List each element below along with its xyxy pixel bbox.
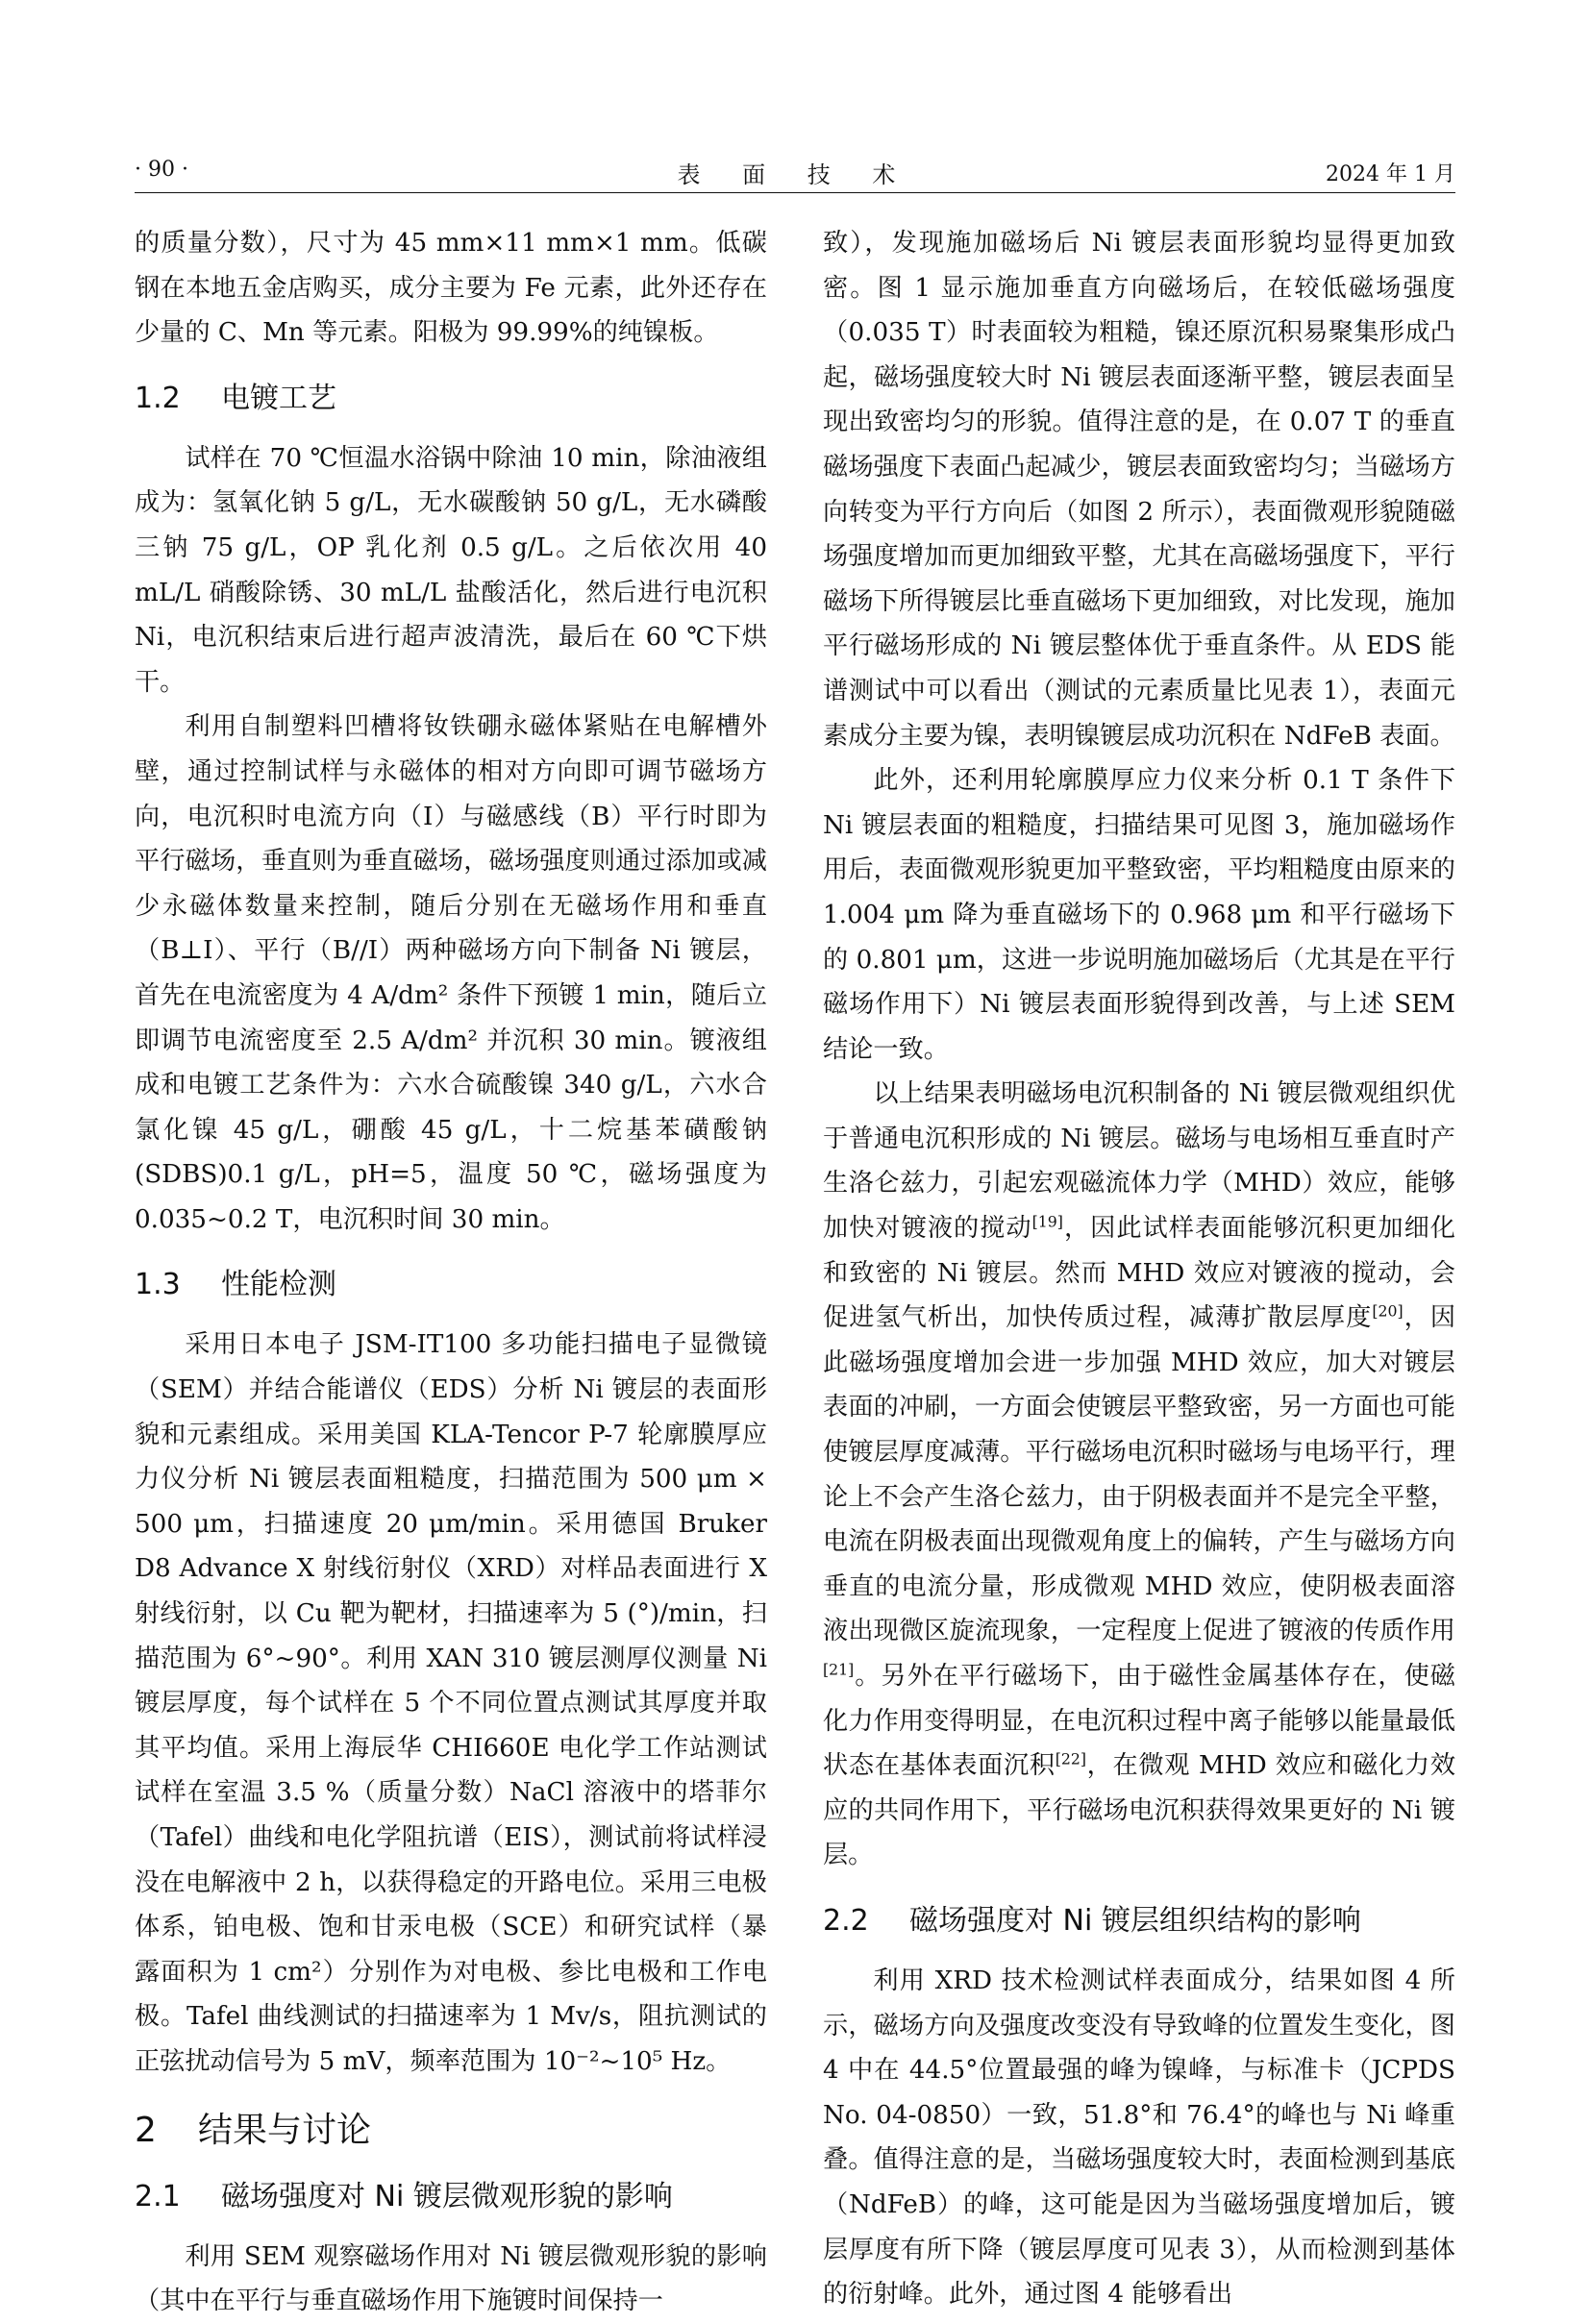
paragraph: 利用 XRD 技术检测试样表面成分，结果如图 4 所示，磁场方向及强度改变没有导致峰的位置发生变化，图 4 中在 44.5°位置最强的峰为镍峰，与标准卡（JCPDS No. 04-0850）一致，51.8°和 76.4°的峰也与 Ni 峰重叠。值得注意的是，当磁场强度较大时，表面检测到基底（NdFeB）的峰，这可能是因为当磁场强度增加后，镀层厚度有所下降（镀层厚度可见表 3），从而检测到基体的衍射峰。此外，通过图 4 能够看出 — [823, 1966, 1455, 2310]
text-run: ，因此磁场强度增加会进一步加强 MHD 效应，加大对镀层表面的冲刷，一方面会使镀层平整致密，另一方面也可能使镀层厚度减薄。平行磁场电沉积时磁场与电场平行，理论上不会产生洛仑兹力，由于阴极表面并不是完全平整，电流在阴极表面出现微观角度上的偏转，产生与磁场方向垂直的电流分量，形成微观 MHD 效应，使阴极表面溶液出现微区旋流现象，一定程度上促进了镀液的传质作用 — [823, 1303, 1456, 1646]
text-run: ，在微观 MHD 效应和磁化力效应的共同作用下，平行磁场电沉积获得效果更好的 Ni 镀层。 — [823, 1751, 1456, 1870]
issue-date: 2024 年 1 月 — [1326, 162, 1455, 186]
page-header — [135, 152, 1455, 190]
section-heading-2-2 — [823, 1899, 1455, 1943]
section-number: 1.2 — [135, 381, 181, 415]
citation-ref: [21] — [823, 1660, 855, 1679]
text-run: 。另外在平行磁场下，由于磁性金属基体存在，使磁化力作用变得明显，在电沉积过程中离子能够以能量最低状态在基体表面沉积 — [823, 1662, 1455, 1781]
paragraph: 的质量分数），尺寸为 45 mm×11 mm×1 mm。低碳钢在本地五金店购买，成分主要为 Fe 元素，此外还存在少量的 C、Mn 等元素。阳极为 99.99%的纯镍板。 — [135, 229, 767, 348]
paragraph: 致），发现施加磁场后 Ni 镀层表面形貌均显得更加致密。图 1 显示施加垂直方向磁场后，在较低磁场强度（0.035 T）时表面较为粗糙，镍还原沉积易聚集形成凸起，磁场强度较大时 Ni 镀层表面逐渐平整，镀层表面呈现出致密均匀的形貌。值得注意的是，在 0.07 T 的垂直磁场强度下表面凸起减少，镀层表面致密均匀；当磁场方向转变为平行方向后（如图 2 所示），表面微观形貌随磁场强度增加而更加细致平整，尤其在高磁场强度下，平行磁场下所得镀层比垂直磁场下更加细致，对比发现，施加平行磁场形成的 Ni 镀层整体优于垂直条件。从 EDS 能谱测试中可以看出（测试的元素质量比见表 1），表面元素成分主要为镍，表明镍镀层成功沉积在 NdFeB 表面。 — [823, 229, 1455, 751]
journal-title: 表 面 技 术 — [677, 161, 913, 188]
section-title: 磁场强度对 Ni 镀层组织结构的影响 — [909, 1903, 1361, 1938]
paragraph: 利用自制塑料凹槽将钕铁硼永磁体紧贴在电解槽外壁，通过控制试样与永磁体的相对方向即可调节磁场方向，电沉积时电流方向（I）与磁感线（B）平行时即为平行磁场，垂直则为垂直磁场，磁场强度则通过添加或减少永磁体数量来控制，随后分别在无磁场作用和垂直（B⊥I）、平行（B//I）两种磁场方向下制备 Ni 镀层，首先在电流密度为 4 A/dm² 条件下预镀 1 min，随后立即调节电流密度至 2.5 A/dm² 并沉积 30 min。镀液组成和电镀工艺条件为：六水合硫酸镍 340 g/L，六水合氯化镍 45 g/L，硼酸 45 g/L，十二烷基苯磺酸钠(SDBS)0.1 g/L，pH=5，温度 50 ℃，磁场强度为 0.035~0.2 T，电沉积时间 30 min。 — [135, 712, 767, 1234]
text-run: ，因此试样表面能够沉积更加细化和致密的 Ni 镀层。然而 MHD 效应对镀液的搅动，会促进氢气析出，加快传质过程，减薄扩散层厚度 — [823, 1214, 1455, 1333]
section-title: 结果与讨论 — [198, 2110, 372, 2150]
left-column — [135, 221, 767, 2324]
paragraph: 采用日本电子 JSM-IT100 多功能扫描电子显微镜（SEM）并结合能谱仪（EDS）分析 Ni 镀层的表面形貌和元素组成。采用美国 KLA-Tencor P-7 轮廓膜厚应力仪分析 Ni 镀层表面粗糙度，扫描范围为 500 μm × 500 μm，扫描速度 20 μm/min。采用德国 Bruker D8 Advance X 射线衍射仪（XRD）对样品表面进行 X 射线衍射，以 Cu 靶为靶材，扫描速率为 5 (°)/min，扫描范围为 6°~90°。利用 XAN 310 镀层测厚仪测量 Ni 镀层厚度，每个试样在 5 个不同位置点测试其厚度并取其平均值。采用上海辰华 CHI660E 电化学工作站测试试样在室温 3.5 %（质量分数）NaCl 溶液中的塔菲尔（Tafel）曲线和电化学阻抗谱（EIS），测试前将试样浸没在电解液中 2 h，以获得稳定的开路电位。采用三电极体系，铂电极、饱和甘汞电极（SCE）和研究试样（暴露面积为 1 cm²）分别作为对电极、参比电极和工作电极。Tafel 曲线测试的扫描速率为 1 Mv/s，阻抗测试的正弦扰动信号为 5 mV，频率范围为 10⁻²~10⁵ Hz。 — [135, 1330, 767, 2076]
section-heading-2 — [135, 2108, 767, 2154]
section-title: 电镀工艺 — [221, 381, 336, 415]
paragraph: 利用 SEM 观察磁场作用对 Ni 镀层微观形貌的影响（其中在平行与垂直磁场作用下施镀时间保持一 — [135, 2241, 767, 2316]
right-column — [823, 221, 1455, 2317]
section-heading-1-2 — [135, 377, 767, 421]
paragraph: 此外，还利用轮廓膜厚应力仪来分析 0.1 T 条件下 Ni 镀层表面的粗糙度，扫描结果可见图 3，施加磁场作用后，表面微观形貌更加平整致密，平均粗糙度由原来的 1.004 μm 降为垂直磁场下的 0.968 μm 和平行磁场下的 0.801 μm，这进一步说明施加磁场后（尤其是在平行磁场作用下）Ni 镀层表面形貌得到改善，与上述 SEM 结论一致。 — [823, 766, 1455, 1064]
section-title: 磁场强度对 Ni 镀层微观形貌的影响 — [221, 2179, 673, 2213]
section-number: 1.3 — [135, 1268, 181, 1302]
text-run: 以上结果表明磁场电沉积制备的 Ni 镀层微观组织优于普通电沉积形成的 Ni 镀层。磁场与电场相互垂直时产生洛仑兹力，引起宏观磁流体力学（MHD）效应，能够加快对镀液的搅动 — [823, 1079, 1455, 1244]
paragraph — [823, 1072, 1455, 1878]
page-number: · 90 · — [135, 158, 188, 182]
section-number: 2.1 — [135, 2179, 181, 2213]
paragraph: 试样在 70 ℃恒温水浴锅中除油 10 min，除油液组成为：氢氧化钠 5 g/L，无水碳酸钠 50 g/L，无水磷酸三钠 75 g/L，OP 乳化剂 0.5 g/L。之后依次用 40 mL/L 硝酸除锈、30 mL/L 盐酸活化，然后进行电沉积 Ni，电沉积结束后进行超声波清洗，最后在 60 ℃下烘干。 — [135, 443, 767, 697]
section-number: 2.2 — [823, 1903, 869, 1938]
section-title: 性能检测 — [221, 1268, 336, 1302]
citation-ref: [22] — [1055, 1749, 1086, 1768]
citation-ref: [19] — [1031, 1212, 1063, 1231]
section-heading-1-3 — [135, 1263, 767, 1307]
header-rule — [135, 192, 1455, 193]
section-number: 2 — [135, 2110, 157, 2150]
section-heading-2-1 — [135, 2175, 767, 2219]
citation-ref: [20] — [1372, 1301, 1404, 1321]
